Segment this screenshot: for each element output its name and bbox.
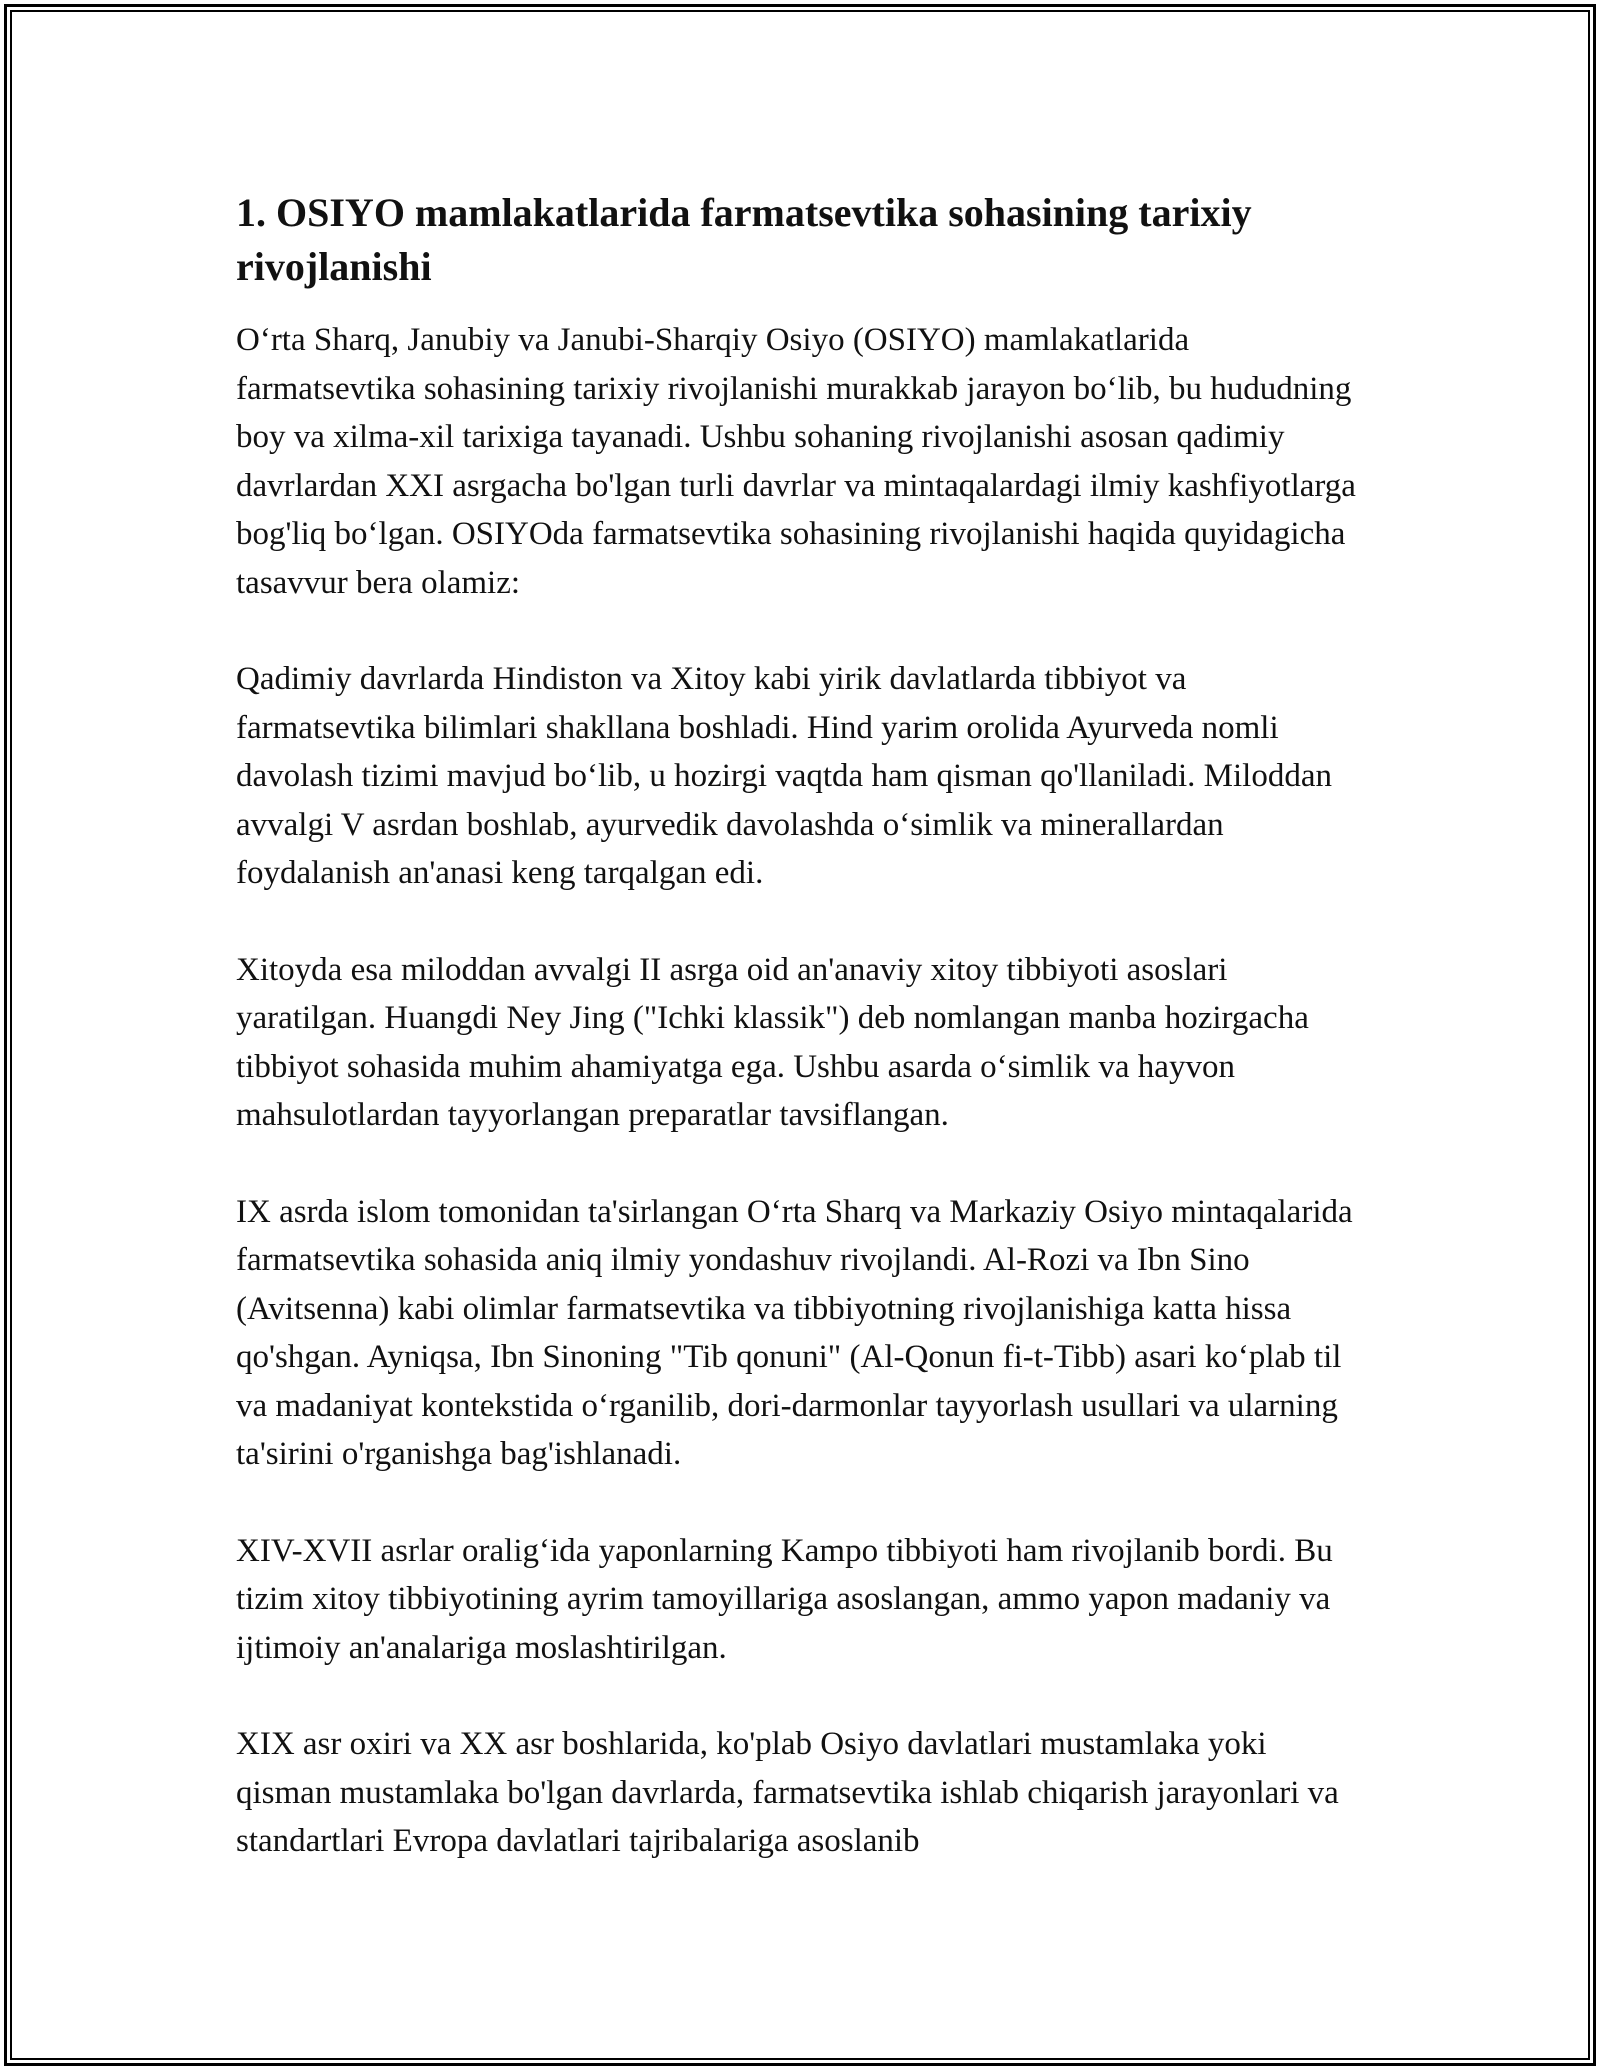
- paragraph-ancient-india: Qadimiy davrlarda Hindiston va Xitoy kabi yirik davlatlarda tibbiyot va farmatsevtika bilimlari shakllana boshladi. Hind yarim orolida Ayurveda nomli davolash tizimi mavjud bo‘lib, u hozirgi vaqtda ham qisman qo'llaniladi. Miloddan avvalgi V asrdan boshlab, ayurvedik davolashda o‘simlik va minerallardan foydalanish an'anasi keng tarqalgan edi.: [236, 661, 1332, 891]
- paragraph-intro: O‘rta Sharq, Janubiy va Janubi-Sharqiy Osiyo (OSIYO) mamlakatlarida farmatsevtika sohasining tarixiy rivojlanishi murakkab jarayon bo‘lib, bu hududning boy va xilma-xil tarixiga tayanadi. Ushbu sohaning rivojlanishi asosan qadimiy davrlardan XXI asrgacha bo'lgan turli davrlar va mintaqalardagi ilmiy kashfiyotlarga bog'liq bo‘lgan. OSIYOda farmatsevtika sohasining rivojlanishi haqida quyidagicha tasavvur bera olamiz:: [236, 322, 1356, 601]
- paragraph-islamic-era: IX asrda islom tomonidan ta'sirlangan O‘rta Sharq va Markaziy Osiyo mintaqalarida farmatsevtika sohasida aniq ilmiy yondashuv rivojlandi. Al-Rozi va Ibn Sino (Avitsenna) kabi olimlar farmatsevtika va tibbiyotning rivojlanishiga katta hissa qo'shgan. Ayniqsa, Ibn Sinoning "Tib qonuni" (Al-Qonun fi-t-Tibb) asari ko‘plab til va madaniyat kontekstida o‘rganilib, dori-darmonlar tayyorlash usullari va ularning ta'sirini o'rganishga bag'ishlanadi.: [236, 1193, 1353, 1472]
- document-body: [236, 186, 1364, 1914]
- paragraph-china: Xitoyda esa miloddan avvalgi II asrga oid an'anaviy xitoy tibbiyoti asoslari yaratilgan. Huangdi Ney Jing ("Ichki klassik") deb nomlangan manba hozirgacha tibbiyot sohasida muhim ahamiyatga ega. Ushbu asarda o‘simlik va hayvon mahsulotlardan tayyorlangan preparatlar tavsiflangan.: [236, 951, 1309, 1133]
- paragraph-colonial-era: XIX asr oxiri va XX asr boshlarida, ko'plab Osiyo davlatlari mustamlaka yoki qisman mustamlaka bo'lgan davrlarda, farmatsevtika ishlab chiqarish jarayonlari va standartlari Evropa davlatlari tajribalariga asoslanib: [236, 1726, 1339, 1859]
- section-title: 1. OSIYO mamlakatlarida farmatsevtika sohasining tarixiy rivojlanishi: [236, 190, 1252, 289]
- paragraph-japan-kampo: XIV-XVII asrlar oralig‘ida yaponlarning Kampo tibbiyoti ham rivojlanib bordi. Bu tizim xitoy tibbiyotining ayrim tamoyillariga asoslangan, ammo yapon madaniy va ijtimoiy an'analariga moslashtirilgan.: [236, 1532, 1333, 1666]
